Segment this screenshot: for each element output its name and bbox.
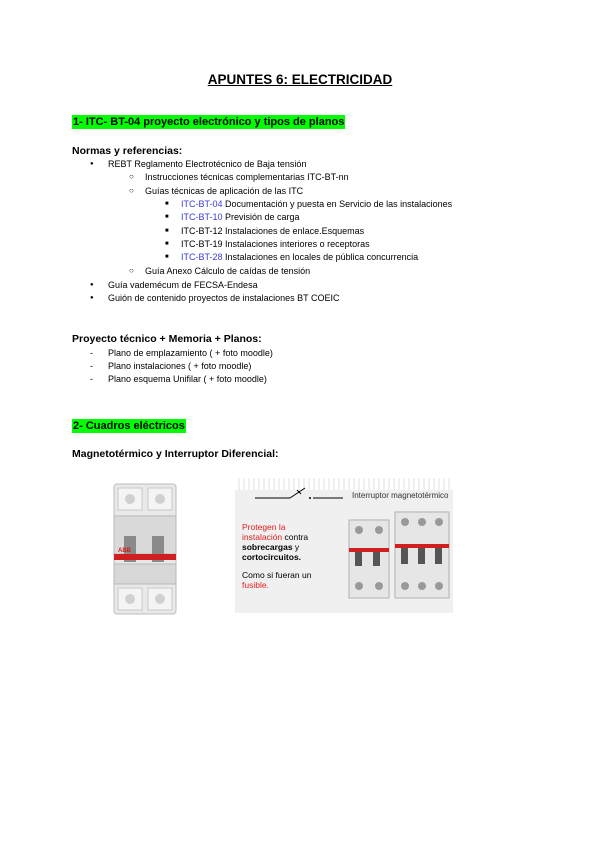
description-text: Protegen la instalación contra sobrecargas y cortocircuitos. Como si fueran un fusible. — [242, 522, 312, 590]
list-item-plano-emplazamiento: - Plano de emplazamiento ( + foto moodle) — [108, 348, 273, 358]
breakers-photo — [343, 510, 451, 600]
page-title: APUNTES 6: ELECTRICIDAD — [207, 72, 393, 87]
link-itc-bt-10[interactable]: ITC-BT-10 — [181, 212, 223, 222]
normas-heading: Normas y referencias: — [72, 145, 183, 157]
section-1-heading: 1- ITC- BT-04 proyecto electrónico y tipos de planos — [73, 116, 345, 128]
list-item-itc-bt-10: ■ ITC-BT-10 Previsión de carga — [181, 212, 300, 222]
link-itc-bt-28[interactable]: ITC-BT-28 — [181, 252, 223, 262]
list-item-guias: ○ Guías técnicas de aplicación de las ITC — [145, 186, 303, 196]
switch-symbol-icon — [235, 484, 355, 504]
circuit-breaker-photo — [100, 478, 190, 620]
magnetotermico-figure — [235, 478, 453, 613]
list-item-rebt: ● REBT Reglamento Electrotécnico de Baja tensión — [108, 159, 306, 169]
proyecto-heading: Proyecto técnico + Memoria + Planos: — [72, 333, 262, 345]
list-item-guion: ● Guión de contenido proyectos de instalaciones BT COEIC — [108, 293, 339, 303]
list-item-itc-bt-19: ■ ITC-BT-19 Instalaciones interiores o receptoras — [181, 239, 370, 249]
brand-logo: ABB — [118, 548, 131, 554]
list-item-itc-bt-04: ■ ITC-BT-04 Documentación y puesta en Servicio de las instalaciones — [181, 199, 452, 209]
diagram-label: Interruptor magnetotérmico — [352, 491, 449, 500]
link-itc-bt-04[interactable]: ITC-BT-04 — [181, 199, 223, 209]
list-item-anexo: ○ Guía Anexo Cálculo de caídas de tensión — [145, 266, 310, 276]
list-item-vademecum: ● Guía vademécum de FECSA-Endesa — [108, 280, 258, 290]
list-item-itc-bt-12: ■ ITC-BT-12 Instalaciones de enlace.Esquemas — [181, 226, 364, 236]
list-item-itc-bt-28: ■ ITC-BT-28 Instalaciones en locales de pública concurrencia — [181, 252, 418, 262]
section-2-heading: 2- Cuadros eléctricos — [73, 420, 185, 432]
list-item-plano-instalaciones: - Plano instalaciones ( + foto moodle) — [108, 361, 251, 371]
magnetotermico-heading: Magnetotérmico y Interruptor Diferencial: — [72, 448, 279, 460]
list-item-itc-nn: ○ Instrucciones técnicas complementarias ITC-BT-nn — [145, 172, 349, 182]
list-item-plano-unifilar: - Plano esquema Unifilar ( + foto moodle) — [108, 374, 267, 384]
